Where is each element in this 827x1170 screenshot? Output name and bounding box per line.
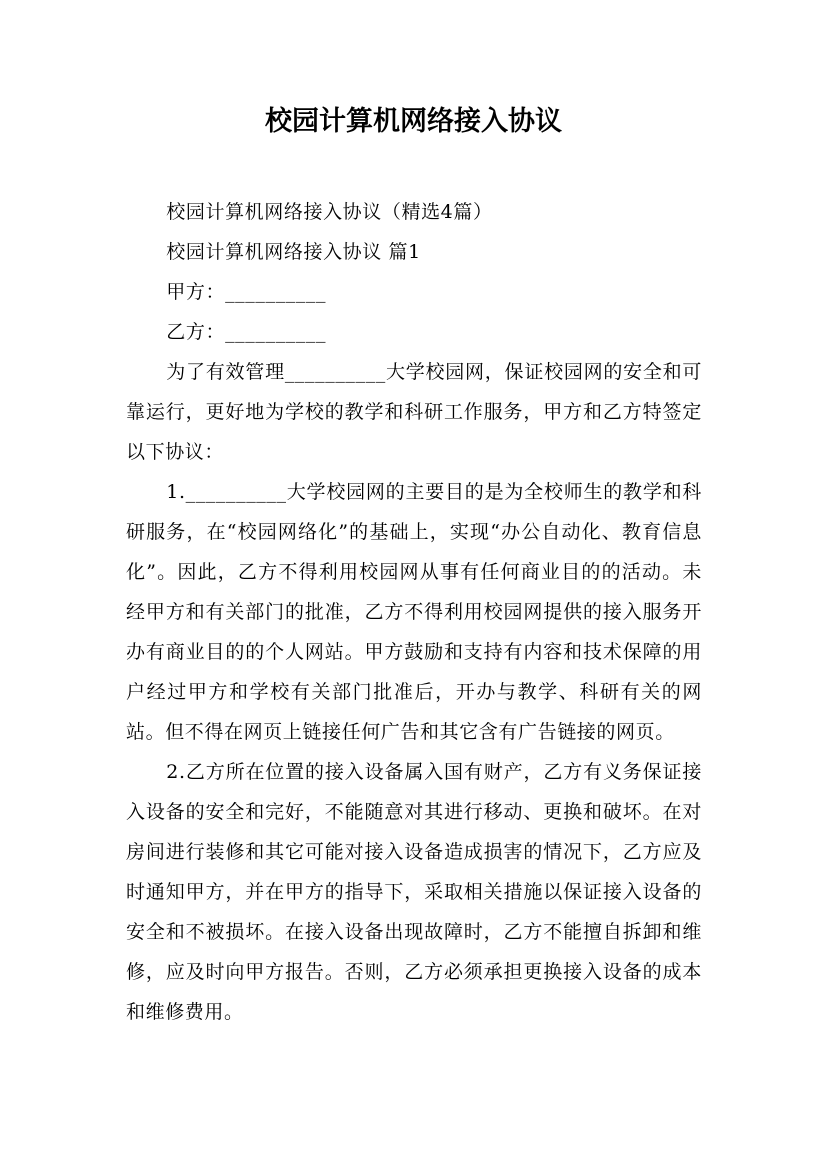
document-body — [126, 192, 702, 1032]
intro-paragraph: 为了有效管理__________大学校园网，保证校园网的安全和可靠运行，更好地为学校的教学和科研工作服务，甲方和乙方特签定以下协议： — [126, 361, 702, 463]
document-title: 校园计算机网络接入协议 — [265, 106, 562, 137]
document-subtitle: 校园计算机网络接入协议（精选4篇） — [166, 201, 493, 223]
party-a-line: 甲方：__________ — [166, 281, 327, 303]
party-b-line: 乙方：__________ — [166, 321, 327, 343]
section-heading: 校园计算机网络接入协议 篇1 — [166, 241, 421, 263]
clause-1-paragraph: 1.__________大学校园网的主要目的是为全校师生的教学和科研服务，在“校园网络化”的基础上，实现“办公自动化、教育信息化”。因此，乙方不得利用校园网从事有任何商业目的的活动。未经甲方和有关部门的批准，乙方不得利用校园网提供的接入服务开办有商业目的的个人网站。甲方鼓励和支持有内容和技术保障的用户经过甲方和学校有关部门批准后，开办与教学、科研有关的网站。但不得在网页上链接任何广告和其它含有广告链接的网页。 — [126, 481, 702, 743]
clause-2-paragraph: 2.乙方所在位置的接入设备属入国有财产，乙方有义务保证接入设备的安全和完好，不能随意对其进行移动、更换和破坏。在对房间进行装修和其它可能对接入设备造成损害的情况下，乙方应及时通知甲方，并在甲方的指导下，采取相关措施以保证接入设备的安全和不被损坏。在接入设备出现故障时，乙方不能擅自拆卸和维修，应及时向甲方报告。否则，乙方必须承担更换接入设备的成本和维修费用。 — [126, 761, 702, 1023]
